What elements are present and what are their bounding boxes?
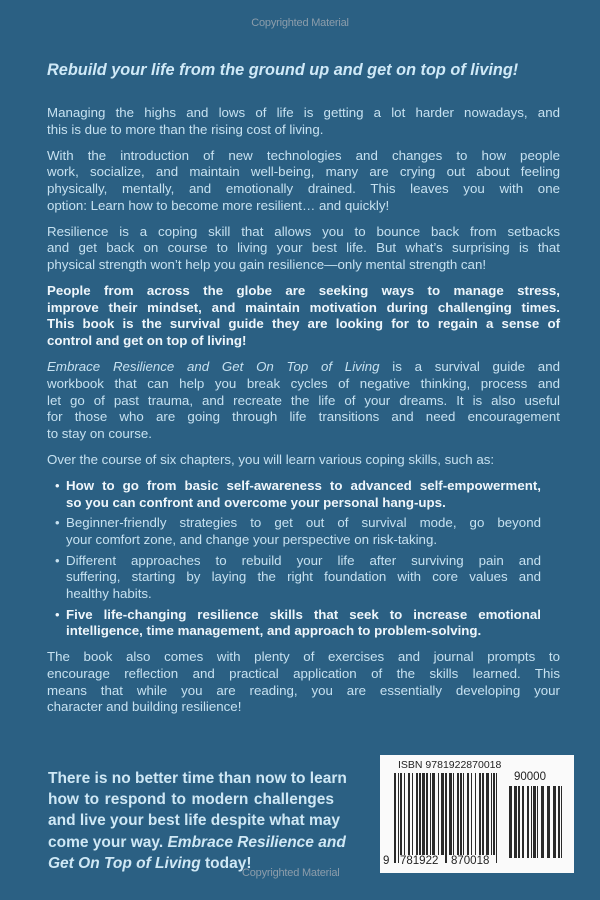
text-segment: option: Learn how to become more resilient… and quickly! [47,197,390,213]
text-line [47,452,560,469]
barcode-digits-left: 781922 [400,855,439,867]
barcode-bar [486,773,489,855]
text-segment: People from across the globe are seeking ways to manage stress, [47,283,560,299]
text-segment: physical strength won’t help you gain resilience—only mental strength can! [47,257,487,273]
barcode-bar [430,773,431,855]
barcode-bar [531,786,532,858]
text-segment: control and get on top of living! [47,333,247,349]
barcode-bar [533,786,536,858]
barcode-bar [509,786,512,858]
text-line [47,359,560,376]
copyright-watermark-top: Copyrighted Material [251,17,349,29]
paragraph [47,452,560,469]
text-line [66,515,541,532]
text-line [47,105,560,122]
text-segment: means that while you are reading, you are essentially developing your [47,682,560,698]
text-segment: character and building resilience! [47,699,242,715]
bullet-dot-icon: • [55,477,60,493]
text-segment: work, socialize, and maintain well-being, many are crying out about feeling [47,164,560,180]
barcode-bar [475,773,476,855]
barcode-bar [412,773,413,855]
text-line [66,607,541,624]
text-segment: Resilience is a coping skill that allows you to bounce back from setbacks [47,223,560,239]
barcode-bar [537,786,538,858]
text-line [47,148,560,165]
text-line [47,316,560,333]
barcode-bar [522,786,524,858]
barcode-bar [491,773,492,855]
text-segment: so you can confront and overcome your personal hang-ups. [66,494,446,510]
text-line [47,283,560,300]
barcode-bar [400,773,402,855]
barcode-bar [394,773,396,863]
text-line [47,198,560,215]
barcode-digits-right: 870018 [451,855,490,867]
text-segment: improve their mindset, and maintain motivation during challenging times. [47,299,560,315]
text-line [47,224,560,241]
text-segment: for those who are going through life transitions and need encouragement [47,409,560,425]
barcode-bar [432,773,435,855]
text-segment: suffering, starting by laying the right foundation with core values and [66,569,541,585]
barcode-bar [445,773,447,863]
barcode-bar [479,773,481,855]
barcode-bar [561,786,562,858]
text-line [66,495,541,512]
call-to-action [48,768,347,874]
text-line [47,683,560,700]
text-segment: your comfort zone, and change your perspective on risk-taking. [66,531,438,547]
barcode-bar [441,773,444,855]
barcode-bar [541,786,544,858]
text-line [47,164,560,181]
isbn-label: ISBN 9781922870018 [398,759,502,771]
barcode-bar [467,773,469,855]
bullet-item [47,607,560,640]
barcode-bar [514,786,517,858]
barcode-bar [527,786,529,858]
text-segment: workbook that can help you break cycles of negative thinking, process and [47,375,560,391]
highlight-paragraph [47,283,560,350]
text-line [66,553,541,570]
barcode-addon-digits: 90000 [514,771,546,783]
barcode-bar [547,786,550,858]
barcode-bar [471,773,472,855]
paragraph [47,649,560,716]
barcode-bar [453,773,454,855]
paragraph [47,105,560,138]
text-line [47,699,560,716]
text-line [47,426,560,443]
barcode-bar [416,773,418,855]
bullet-item [47,553,560,603]
text-segment: and live your best life despite what may [48,812,341,830]
text-segment: physically, mentally, and emotionally drained. This leaves you with one [47,181,560,197]
barcode-bar [457,773,459,855]
barcode-bar [482,773,484,855]
text-segment: Different approaches to rebuild your life after surviving pain and [66,552,541,568]
text-segment: how to respond to modern challenges [48,791,334,809]
barcode-bar [398,773,399,863]
intro-paragraphs [47,105,560,469]
barcode-digit-lead: 9 [383,855,390,867]
bullet-item [47,515,560,548]
barcode-bar [426,773,428,855]
barcode-bar [404,773,405,855]
text-segment: this is due to more than the rising cost of living. [47,121,324,137]
text-line [48,768,347,789]
barcode-bar [419,773,421,855]
text-line [66,623,541,640]
closing-body-paragraphs [47,649,560,716]
text-line [47,300,560,317]
text-line [47,181,560,198]
text-line [47,409,560,426]
book-title-italic: Get On Top of Living [48,854,201,872]
barcode-bar [553,786,556,858]
text-segment: is a survival guide and [379,359,560,375]
text-segment: Beginner-friendly strategies to get out of survival mode, go beyond [66,515,541,531]
bullet-dot-icon: • [55,552,60,568]
bullet-dot-icon: • [55,606,60,622]
bullet-dot-icon: • [55,515,60,531]
text-segment: Managing the highs and lows of life is getting a lot harder nowadays, and [47,105,560,120]
barcode-bar [518,786,520,858]
barcode-bar [408,773,410,855]
tagline: Rebuild your life from the ground up and get on top of living! [47,61,519,79]
text-line [47,333,560,350]
text-line [47,257,560,274]
paragraph [47,224,560,274]
text-line [66,586,541,603]
barcode-bar [460,773,462,855]
text-line [48,832,346,853]
barcode-bar [463,773,464,855]
skills-bullet-list [47,478,560,640]
text-line [48,789,334,810]
text-segment: With the introduction of new technologies and changes to how people [47,147,560,163]
text-line [48,810,341,831]
text-line [47,240,560,257]
book-title-italic: Embrace Resilience and Get On Top of Living [47,359,380,375]
barcode-bar [438,773,439,855]
barcode-bar [422,773,425,855]
copyright-watermark-bottom: Copyrighted Material [242,867,340,879]
text-line [47,376,560,393]
barcode-bar [493,773,495,855]
text-segment: Over the course of six chapters, you will learn various coping skills, such as: [47,451,495,467]
text-segment: come your way. [48,833,168,851]
paragraph [47,359,560,442]
text-line [47,666,560,683]
paragraph [47,148,560,215]
text-segment: There is no better time than now to learn [48,770,347,787]
bullet-item [47,478,560,511]
barcode-bar [449,773,452,855]
barcode-bar [558,786,560,858]
text-line [47,393,560,410]
text-segment: let go of past trauma, and recreate the life of your dreams. It is also useful [47,392,560,408]
book-title-italic: Embrace Resilience and [167,833,346,851]
text-line [66,478,541,495]
text-segment: healthy habits. [66,585,152,601]
barcode-bar [496,773,497,863]
text-segment: encourage reflection and practical application of the skills learned. This [47,666,560,682]
text-line [47,122,560,139]
text-line [66,532,541,549]
text-line [66,569,541,586]
blurb-body [47,105,560,725]
text-segment: to stay on course. [47,425,152,441]
text-segment: How to go from basic self-awareness to advanced self-empowerment, [66,477,541,493]
text-segment: and get back on course to living your best life. But what’s surprising is that [47,240,560,256]
text-segment: Five life-changing resilience skills that seek to increase emotional [66,606,541,622]
text-segment: This book is the survival guide they are looking for to regain a sense of [47,316,560,332]
text-line [47,649,560,666]
text-segment: today! [200,854,252,872]
text-segment: intelligence, time management, and approach to problem-solving. [66,623,482,639]
text-segment: The book also comes with plenty of exercises and journal prompts to [47,649,560,665]
isbn-barcode [380,755,574,873]
